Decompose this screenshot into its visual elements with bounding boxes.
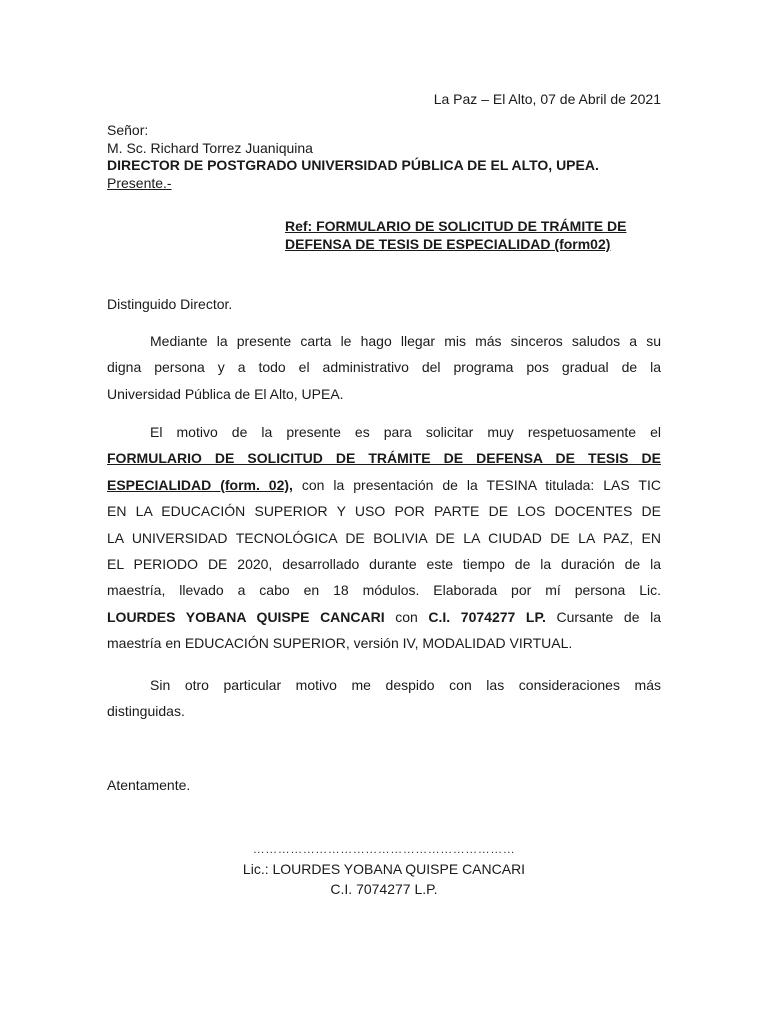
paragraph-1-line: Mediante la presente carta le hago llegar mis más sinceros saludos a su <box>150 333 661 349</box>
signature-line: ……………………………………………………… <box>252 842 516 856</box>
signature-ci: C.I. 7074277 L.P. <box>330 881 438 897</box>
paragraph-3-line: Sin otro particular motivo me despido con las consideraciones más <box>150 677 661 693</box>
paragraph-1 <box>107 328 661 407</box>
paragraph-2-line <box>107 472 661 498</box>
paragraph-1-line: digna persona y a todo el administrativo del programa pos gradual de la <box>107 359 661 376</box>
paragraph-2-line <box>107 604 661 630</box>
greeting: Distinguido Director. <box>107 296 233 312</box>
date-line: La Paz – El Alto, 07 de Abril de 2021 <box>433 91 661 107</box>
paragraph-3 <box>107 672 661 725</box>
signature-name: Lic.: LOURDES YOBANA QUISPE CANCARI <box>242 861 526 877</box>
author-name: LOURDES YOBANA QUISPE CANCARI <box>107 608 385 625</box>
paragraph-2-line: LA UNIVERSIDAD TECNOLÓGICA DE BOLIVIA DE LA CIUDAD DE LA PAZ, EN <box>107 529 661 546</box>
reference-line-2: DEFENSA DE TESIS DE ESPECIALIDAD (form02) <box>285 236 611 252</box>
paragraph-2-form-title: FORMULARIO DE SOLICITUD DE TRÁMITE DE DEFENSA DE TESIS DE <box>107 450 661 467</box>
paragraph-2-line: EL PERIODO DE 2020, desarrollado durante este tiempo de la duración de la <box>107 556 661 573</box>
author-ci: C.I. 7074277 LP. <box>428 608 546 625</box>
paragraph-3-line: distinguidas. <box>107 703 185 720</box>
reference-line-1: Ref: FORMULARIO DE SOLICITUD DE TRÁMITE DE <box>285 218 627 234</box>
paragraph-2-line: El motivo de la presente es para solicitar muy respetuosamente el <box>150 424 661 440</box>
form-code: ESPECIALIDAD (form. 02), <box>107 476 293 493</box>
paragraph-2-line: maestría en EDUCACIÓN SUPERIOR, versión IV, MODALIDAD VIRTUAL. <box>107 635 573 652</box>
paragraph-1-line: Universidad Pública de El Alto, UPEA. <box>107 385 344 402</box>
recipient-presente: Presente.- <box>107 174 172 191</box>
reference-block <box>285 217 661 253</box>
paragraph-2-text: Cursante de la <box>545 608 662 625</box>
recipient-salutation: Señor: <box>107 122 149 138</box>
recipient-title: DIRECTOR DE POSTGRADO UNIVERSIDAD PÚBLICA DE EL ALTO, UPEA. <box>107 157 599 173</box>
recipient-name: M. Sc. Richard Torrez Juaniquina <box>107 139 313 156</box>
paragraph-2 <box>107 419 661 657</box>
recipient-block <box>107 122 599 192</box>
paragraph-2-line: maestría, llevado a cabo en 18 módulos. Elaborada por mí persona Lic. <box>107 582 661 599</box>
paragraph-2-text: con la presentación de la TESINA titulada: LAS TIC <box>292 476 661 493</box>
paragraph-2-text: con <box>384 608 429 625</box>
closing: Atentamente. <box>107 777 191 793</box>
paragraph-2-line: EN LA EDUCACIÓN SUPERIOR Y USO POR PARTE DE LOS DOCENTES DE <box>107 503 661 520</box>
